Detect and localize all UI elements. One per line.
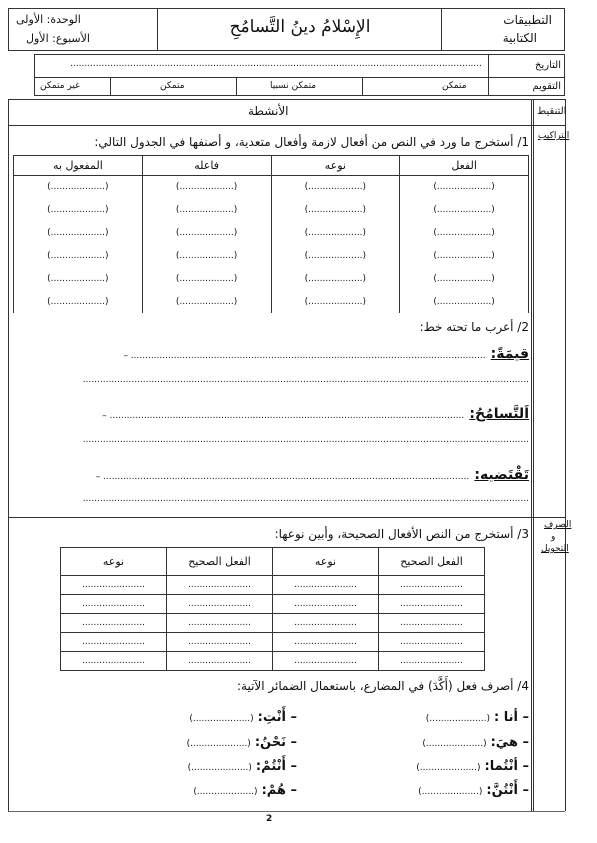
q1-answer-cell[interactable]: (...................) bbox=[400, 244, 529, 267]
q2-word-1: قيمَةً: bbox=[490, 346, 529, 362]
q1-header-subject: فاعله bbox=[142, 156, 271, 176]
subject-line1: التطبيقات bbox=[503, 13, 552, 27]
q4-item bbox=[189, 706, 297, 725]
q3-table bbox=[60, 547, 485, 671]
eval-option-2[interactable]: متمكن نسبيا bbox=[270, 81, 317, 91]
q3-table-row bbox=[61, 633, 485, 652]
q4-item bbox=[188, 755, 297, 774]
week-label: الأسبوع: الأول bbox=[26, 32, 90, 45]
q3-header-type-a: نوعه bbox=[273, 548, 379, 576]
q3-answer-cell[interactable]: ...................... bbox=[273, 633, 379, 652]
q3-answer-cell[interactable]: ...................... bbox=[61, 633, 167, 652]
q3-table-row bbox=[61, 614, 485, 633]
q3-answer-cell[interactable]: ...................... bbox=[167, 633, 273, 652]
q2-answer-3[interactable]: ................................................................................................................................ – bbox=[95, 472, 470, 482]
q3-header-verb-a: الفعل الصحيح bbox=[379, 548, 485, 576]
grading-header: التنقيط bbox=[537, 106, 567, 117]
unit-label: الوحدة: الأولى bbox=[16, 13, 81, 26]
q2-word-2: اَلتَّسامُحُ: bbox=[469, 406, 529, 422]
date-label: التاريخ bbox=[535, 60, 561, 71]
eval-option-1[interactable]: متمكن bbox=[442, 81, 467, 91]
q1-answer-cell[interactable]: (...................) bbox=[142, 176, 271, 199]
q3-answer-cell[interactable]: ...................... bbox=[273, 614, 379, 633]
q1-answer-cell[interactable]: (...................) bbox=[271, 290, 400, 313]
q1-answer-cell[interactable]: (...................) bbox=[400, 221, 529, 244]
q1-answer-cell[interactable]: (...................) bbox=[271, 244, 400, 267]
q3-table-row bbox=[61, 576, 485, 595]
q3-answer-cell[interactable]: ...................... bbox=[379, 652, 485, 671]
q1-answer-cell[interactable]: (...................) bbox=[400, 198, 529, 221]
q3-header-verb-b: الفعل الصحيح bbox=[167, 548, 273, 576]
q3-answer-cell[interactable]: ...................... bbox=[61, 595, 167, 614]
q3-answer-cell[interactable]: ...................... bbox=[379, 576, 485, 595]
q4-answer[interactable]: (....................) bbox=[186, 739, 251, 749]
q4-pronoun: – هيَ: bbox=[490, 735, 529, 750]
q1-prompt: 1/ أستخرج ما ورد في النص من أفعال لازمة وأفعال متعدية، و أصنفها في الجدول التالي: bbox=[94, 135, 529, 149]
q1-answer-cell[interactable]: (...................) bbox=[14, 290, 143, 313]
q3-prompt: 3/ أستخرج من النص الأفعال الصحيحة، وأبين نوعها: bbox=[274, 527, 529, 541]
q3-answer-cell[interactable]: ...................... bbox=[379, 614, 485, 633]
eval-option-4[interactable]: غير متمكن bbox=[40, 81, 80, 91]
q3-answer-cell[interactable]: ...................... bbox=[61, 652, 167, 671]
q4-pronoun: – نَحْنُ: bbox=[254, 735, 297, 750]
q4-item bbox=[193, 779, 297, 798]
q3-answer-cell[interactable]: ...................... bbox=[379, 633, 485, 652]
q1-table-row bbox=[14, 244, 529, 267]
section-label-morphology-1: الصرف bbox=[544, 520, 572, 530]
q2-line-3[interactable]: ............................................................................................................................................................ bbox=[82, 494, 529, 504]
q3-answer-cell[interactable]: ...................... bbox=[167, 576, 273, 595]
q4-pronoun: – أنْتُما: bbox=[484, 759, 529, 774]
q2-word-3: تَقْتَضيه: bbox=[474, 467, 529, 483]
eval-option-3[interactable]: متمكن bbox=[160, 81, 185, 91]
q2-item-1 bbox=[19, 343, 529, 362]
date-field[interactable]: ................................................................................................................................................ bbox=[70, 59, 482, 69]
q4-pronoun: – هُمْ: bbox=[261, 783, 297, 798]
q2-item-3 bbox=[19, 464, 529, 483]
q1-answer-cell[interactable]: (...................) bbox=[14, 198, 143, 221]
q4-item bbox=[187, 731, 297, 750]
q4-answer[interactable]: (....................) bbox=[189, 714, 254, 724]
q3-header-type-b: نوعه bbox=[61, 548, 167, 576]
q2-line-1[interactable]: ............................................................................................................................................................ bbox=[82, 375, 529, 385]
q1-table-row bbox=[14, 176, 529, 199]
q1-answer-cell[interactable]: (...................) bbox=[14, 244, 143, 267]
page-title: الإِسْلامُ دينُ التَّسامُحِ bbox=[229, 17, 371, 37]
q1-table-row bbox=[14, 198, 529, 221]
q3-table-row bbox=[61, 595, 485, 614]
page-number: 2 bbox=[266, 814, 273, 824]
q2-answer-2[interactable]: ............................................................................................................................ – bbox=[102, 411, 465, 421]
q4-answer[interactable]: (....................) bbox=[193, 787, 258, 797]
q2-prompt: 2/ أعرب ما تحته خط: bbox=[419, 320, 529, 334]
q1-answer-cell[interactable]: (...................) bbox=[14, 221, 143, 244]
q1-answer-cell[interactable]: (...................) bbox=[14, 176, 143, 199]
q3-answer-cell[interactable]: ...................... bbox=[273, 576, 379, 595]
q1-answer-cell[interactable]: (...................) bbox=[142, 221, 271, 244]
q1-answer-cell[interactable]: (...................) bbox=[142, 198, 271, 221]
q3-answer-cell[interactable]: ...................... bbox=[61, 614, 167, 633]
eval-label: التقويم bbox=[532, 81, 561, 92]
q4-pronoun: – أنا : bbox=[494, 710, 529, 725]
q4-pronoun: – أَنْتُمْ: bbox=[255, 759, 297, 774]
q4-answer[interactable]: (....................) bbox=[416, 763, 481, 773]
q1-answer-cell[interactable]: (...................) bbox=[142, 267, 271, 290]
q3-answer-cell[interactable]: ...................... bbox=[167, 614, 273, 633]
q1-answer-cell[interactable]: (...................) bbox=[271, 221, 400, 244]
q1-answer-cell[interactable]: (...................) bbox=[400, 290, 529, 313]
section-label-morphology-3: التحويل bbox=[541, 544, 569, 554]
q3-answer-cell[interactable]: ...................... bbox=[273, 652, 379, 671]
q3-answer-cell[interactable]: ...................... bbox=[167, 595, 273, 614]
q4-item bbox=[418, 779, 529, 798]
q1-header-verb: الفعل bbox=[400, 156, 529, 176]
section-label-syntax: التراكيب bbox=[538, 131, 570, 141]
q1-table-row bbox=[14, 267, 529, 290]
q4-prompt: 4/ أصرف فعل (أَكَّدَ) في المضارع، باستعمال الضمائر الآتية: bbox=[236, 679, 529, 693]
q1-answer-cell[interactable]: (...................) bbox=[14, 267, 143, 290]
q4-pronoun: – أَنْتِ: bbox=[257, 710, 297, 725]
q1-header-object: المفعول به bbox=[14, 156, 143, 176]
q4-answer[interactable]: (....................) bbox=[418, 787, 483, 797]
q3-answer-cell[interactable]: ...................... bbox=[273, 595, 379, 614]
activities-header: الأنشطة bbox=[248, 104, 289, 118]
q2-answer-1[interactable]: ............................................................................................................................ – bbox=[123, 351, 486, 361]
q3-answer-cell[interactable]: ...................... bbox=[61, 576, 167, 595]
section-label-morphology-2: و bbox=[551, 532, 556, 542]
q3-table-row bbox=[61, 652, 485, 671]
q1-answer-cell[interactable]: (...................) bbox=[142, 244, 271, 267]
q4-item bbox=[426, 706, 529, 725]
q4-item bbox=[416, 755, 529, 774]
q1-header-type: نوعه bbox=[271, 156, 400, 176]
q4-answer[interactable]: (....................) bbox=[187, 763, 252, 773]
q1-answer-cell[interactable]: (...................) bbox=[271, 198, 400, 221]
q1-answer-cell[interactable]: (...................) bbox=[400, 176, 529, 199]
q2-item-2 bbox=[19, 403, 529, 422]
q1-answer-cell[interactable]: (...................) bbox=[400, 267, 529, 290]
q4-pronoun: – أَنْتُنَّ: bbox=[486, 783, 529, 798]
q2-line-2[interactable]: ............................................................................................................................................................ bbox=[82, 435, 529, 445]
q1-table bbox=[13, 155, 529, 313]
subject-line2: الكتابية bbox=[502, 31, 537, 45]
q3-answer-cell[interactable]: ...................... bbox=[167, 652, 273, 671]
q3-answer-cell[interactable]: ...................... bbox=[379, 595, 485, 614]
q1-answer-cell[interactable]: (...................) bbox=[271, 176, 400, 199]
q4-item bbox=[422, 731, 529, 750]
q1-answer-cell[interactable]: (...................) bbox=[271, 267, 400, 290]
q4-answer[interactable]: (....................) bbox=[425, 714, 491, 724]
q1-table-row bbox=[14, 221, 529, 244]
q1-table-row bbox=[14, 290, 529, 313]
q4-answer[interactable]: (....................) bbox=[422, 739, 487, 749]
q1-answer-cell[interactable]: (...................) bbox=[142, 290, 271, 313]
